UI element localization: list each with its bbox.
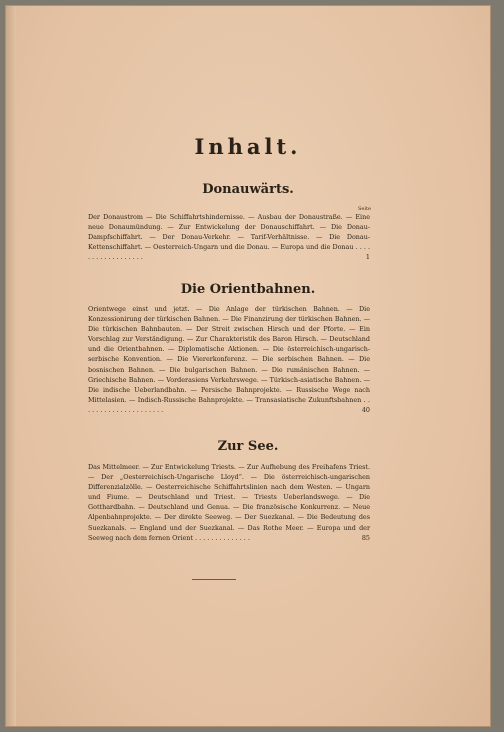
toc-entry-text: Das Mittelmeer. — Zur Entwickelung Triests. — Zur Aufhebung des Freihafens Triest. — Der „Oesterreichisch-Ungarische Lloyd“. — Die österreichisch-ungarischen Differenzialzölle. — Oesterreichische Schiffahrtslinien nach dem Westen. — Ungarn und Fiume. — Deutschland und Triest. — Triests Ueberlandswege. — Die Gotthardbahn. — Deutschland und Genua. — Die französische Konkurrenz. — Neue Alpenbahnprojekte. — Der direkte Seeweg. — Der Suezkanal. — Die Bedeutung des Suezkanals. — England und der Suezkanal. — Das Rothe Meer. — Europa und der Seeweg nach dem fernen Orient . . . . . . . . . . . . . . — [88, 463, 370, 542]
page-spine-shadow — [6, 6, 16, 726]
toc-entry-orientbahnen — [88, 304, 370, 415]
toc-entry-zur-see — [88, 462, 370, 543]
toc-entry-donauwaerts — [88, 212, 370, 262]
section-heading-orientbahnen: Die Orientbahnen. — [180, 282, 316, 297]
toc-entry-text: Orientwege einst und jetzt. — Die Anlage der türkischen Bahnen. — Die Konzessionirung der türkischen Bahnen. — Die Finanzirung der türkischen Bahnen. — Die türkischen Bahnbauten. — Der Streit zwischen Hirsch und der Pforte. — Ein Vorschlag zur Verständigung. — Zur Charakteristik des Baron Hirsch. — Deutschland und die Orientbahnen. — Diplomatische Aktionen. — Die österreichisch-ungarisch-serbische Konvention. — Die Viererkonferenz. — Die serbischen Bahnen. — Die bosnischen Bahnen. — Die bulgarischen Bahnen. — Die rumänischen Bahnen. — Griechische Bahnen. — Vorderasiens Verkehrswege. — Türkisch-asiatische Bahnen. — Die indische Ueberlandbahn. — Persische Bahnprojekte. — Russische Wege nach Mittelasien. — Indisch-Russische Bahnprojekte. — Transasiatische Zukunftsbahnen . . . . . . . . . . . . . . . . . . . . . — [88, 305, 370, 414]
book-page — [6, 6, 490, 726]
toc-page-number: 85 — [361, 533, 370, 542]
toc-page-number: 40 — [361, 405, 370, 414]
toc-page-number: 1 — [365, 253, 370, 262]
section-heading-zur-see: Zur See. — [217, 439, 279, 454]
toc-entry-text: Der Donaustrom — Die Schiffahrtshindernisse. — Ausbau der Donaustraße. — Eine neue Donaumündung. — Zur Entwickelung der Donauschiffahrt. — Die Donau-Dampfschiffahrt. — Der Donau-Verkehr. — Tarif-Verhältnisse. — Die Donau-Kettenschiffahrt. — Oesterreich-Ungarn und die Donau. — Europa und die Donau . . . . . . . . . . . . . . . . . . — [88, 213, 370, 262]
section-heading-donauwaerts: Donauwärts. — [202, 182, 294, 197]
closing-rule — [192, 579, 236, 580]
page-title: Inhalt. — [194, 134, 302, 159]
page-column-label: Seite — [358, 206, 371, 212]
